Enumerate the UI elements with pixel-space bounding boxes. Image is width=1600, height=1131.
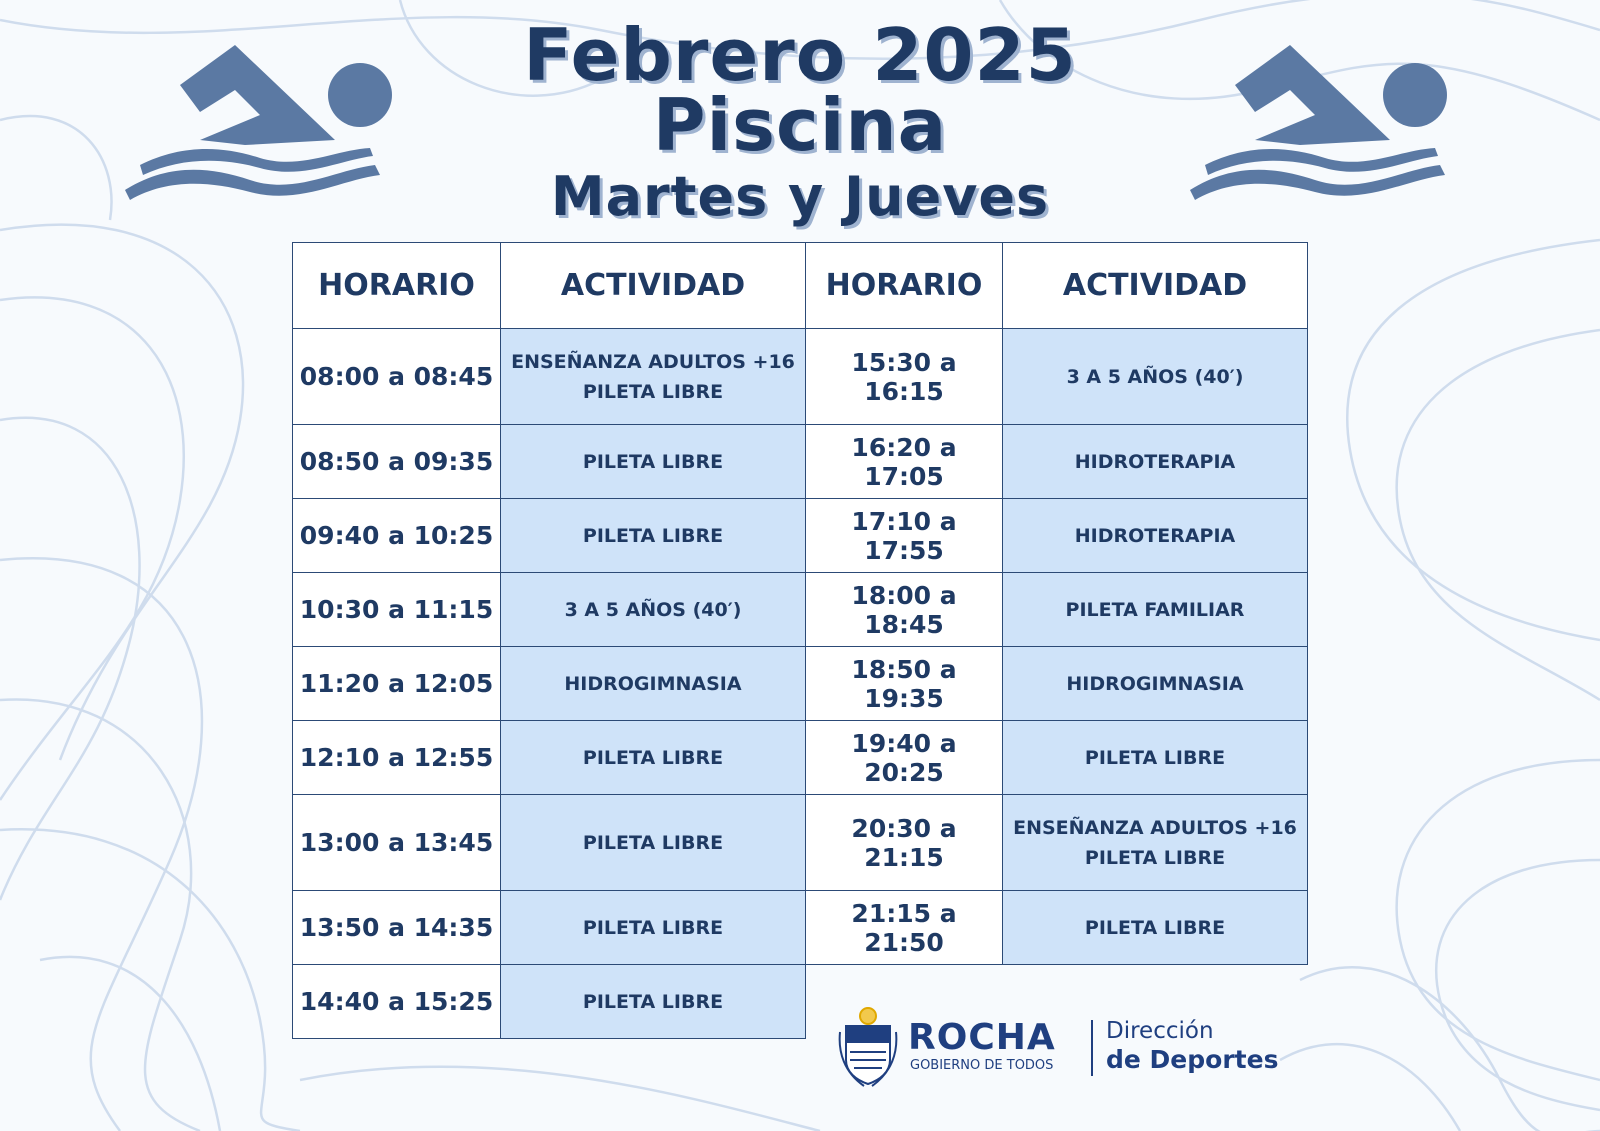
time-cell: 09:40 a 10:25 [293, 499, 501, 573]
header-actividad-right: ACTIVIDAD [1003, 243, 1308, 329]
table-row [293, 795, 1308, 891]
time-cell: 08:50 a 09:35 [293, 425, 501, 499]
activity-cell: 3 A 5 AÑOS (40′) [1003, 329, 1308, 425]
time-cell: 16:20 a 17:05 [806, 425, 1003, 499]
activity-cell: 3 A 5 AÑOS (40′) [501, 573, 806, 647]
header-actividad-left: ACTIVIDAD [501, 243, 806, 329]
logo-name: ROCHA [908, 1017, 1056, 1058]
time-cell: 19:40 a 20:25 [806, 721, 1003, 795]
table-header-row [293, 243, 1308, 329]
header-horario-left: HORARIO [293, 243, 501, 329]
title-days: Martes y Jueves [550, 165, 1050, 228]
time-cell: 13:00 a 13:45 [293, 795, 501, 891]
time-cell: 21:15 a 21:50 [806, 891, 1003, 965]
table-row [293, 425, 1308, 499]
activity-line: ENSEÑANZA ADULTOS +16 [511, 350, 795, 373]
activity-cell: PILETA LIBRE [501, 965, 806, 1039]
activity-cell: PILETA FAMILIAR [1003, 573, 1308, 647]
time-cell: 12:10 a 12:55 [293, 721, 501, 795]
time-cell: 15:30 a 16:15 [806, 329, 1003, 425]
activity-cell: PILETA LIBRE [1003, 891, 1308, 965]
table-row [293, 329, 1308, 425]
table-row [293, 647, 1308, 721]
dept-line1: Dirección [1106, 1018, 1214, 1044]
title-venue: Piscina [652, 83, 948, 167]
time-cell: 11:20 a 12:05 [293, 647, 501, 721]
time-cell: 20:30 a 21:15 [806, 795, 1003, 891]
activity-cell: PILETA LIBRE [501, 891, 806, 965]
time-cell: 18:00 a 18:45 [806, 573, 1003, 647]
activity-cell [1003, 795, 1308, 891]
activity-cell: PILETA LIBRE [501, 425, 806, 499]
rocha-logo [836, 1002, 1286, 1092]
time-cell: 08:00 a 08:45 [293, 329, 501, 425]
schedule-table [292, 242, 1308, 1039]
activity-line: ENSEÑANZA ADULTOS +16 [1013, 816, 1297, 839]
activity-cell: HIDROTERAPIA [1003, 425, 1308, 499]
activity-cell: HIDROGIMNASIA [1003, 647, 1308, 721]
time-cell: 10:30 a 11:15 [293, 573, 501, 647]
activity-line: PILETA LIBRE [582, 380, 724, 403]
activity-line: PILETA LIBRE [1084, 846, 1226, 869]
time-cell: 13:50 a 14:35 [293, 891, 501, 965]
table-row [293, 721, 1308, 795]
header-horario-right: HORARIO [806, 243, 1003, 329]
time-cell: 17:10 a 17:55 [806, 499, 1003, 573]
dept-line2: de Deportes [1106, 1045, 1279, 1074]
activity-cell: HIDROGIMNASIA [501, 647, 806, 721]
coat-of-arms-icon [836, 1002, 900, 1088]
activity-cell: PILETA LIBRE [1003, 721, 1308, 795]
activity-cell: PILETA LIBRE [501, 499, 806, 573]
table-row [293, 499, 1308, 573]
logo-divider [1091, 1020, 1093, 1076]
logo-tagline: GOBIERNO DE TODOS [910, 1058, 1054, 1073]
title-month: Febrero 2025 [523, 13, 1077, 97]
table-row [293, 573, 1308, 647]
activity-cell [501, 329, 806, 425]
table-row [293, 891, 1308, 965]
activity-cell: HIDROTERAPIA [1003, 499, 1308, 573]
time-cell: 14:40 a 15:25 [293, 965, 501, 1039]
time-cell: 18:50 a 19:35 [806, 647, 1003, 721]
activity-cell: PILETA LIBRE [501, 795, 806, 891]
activity-cell: PILETA LIBRE [501, 721, 806, 795]
